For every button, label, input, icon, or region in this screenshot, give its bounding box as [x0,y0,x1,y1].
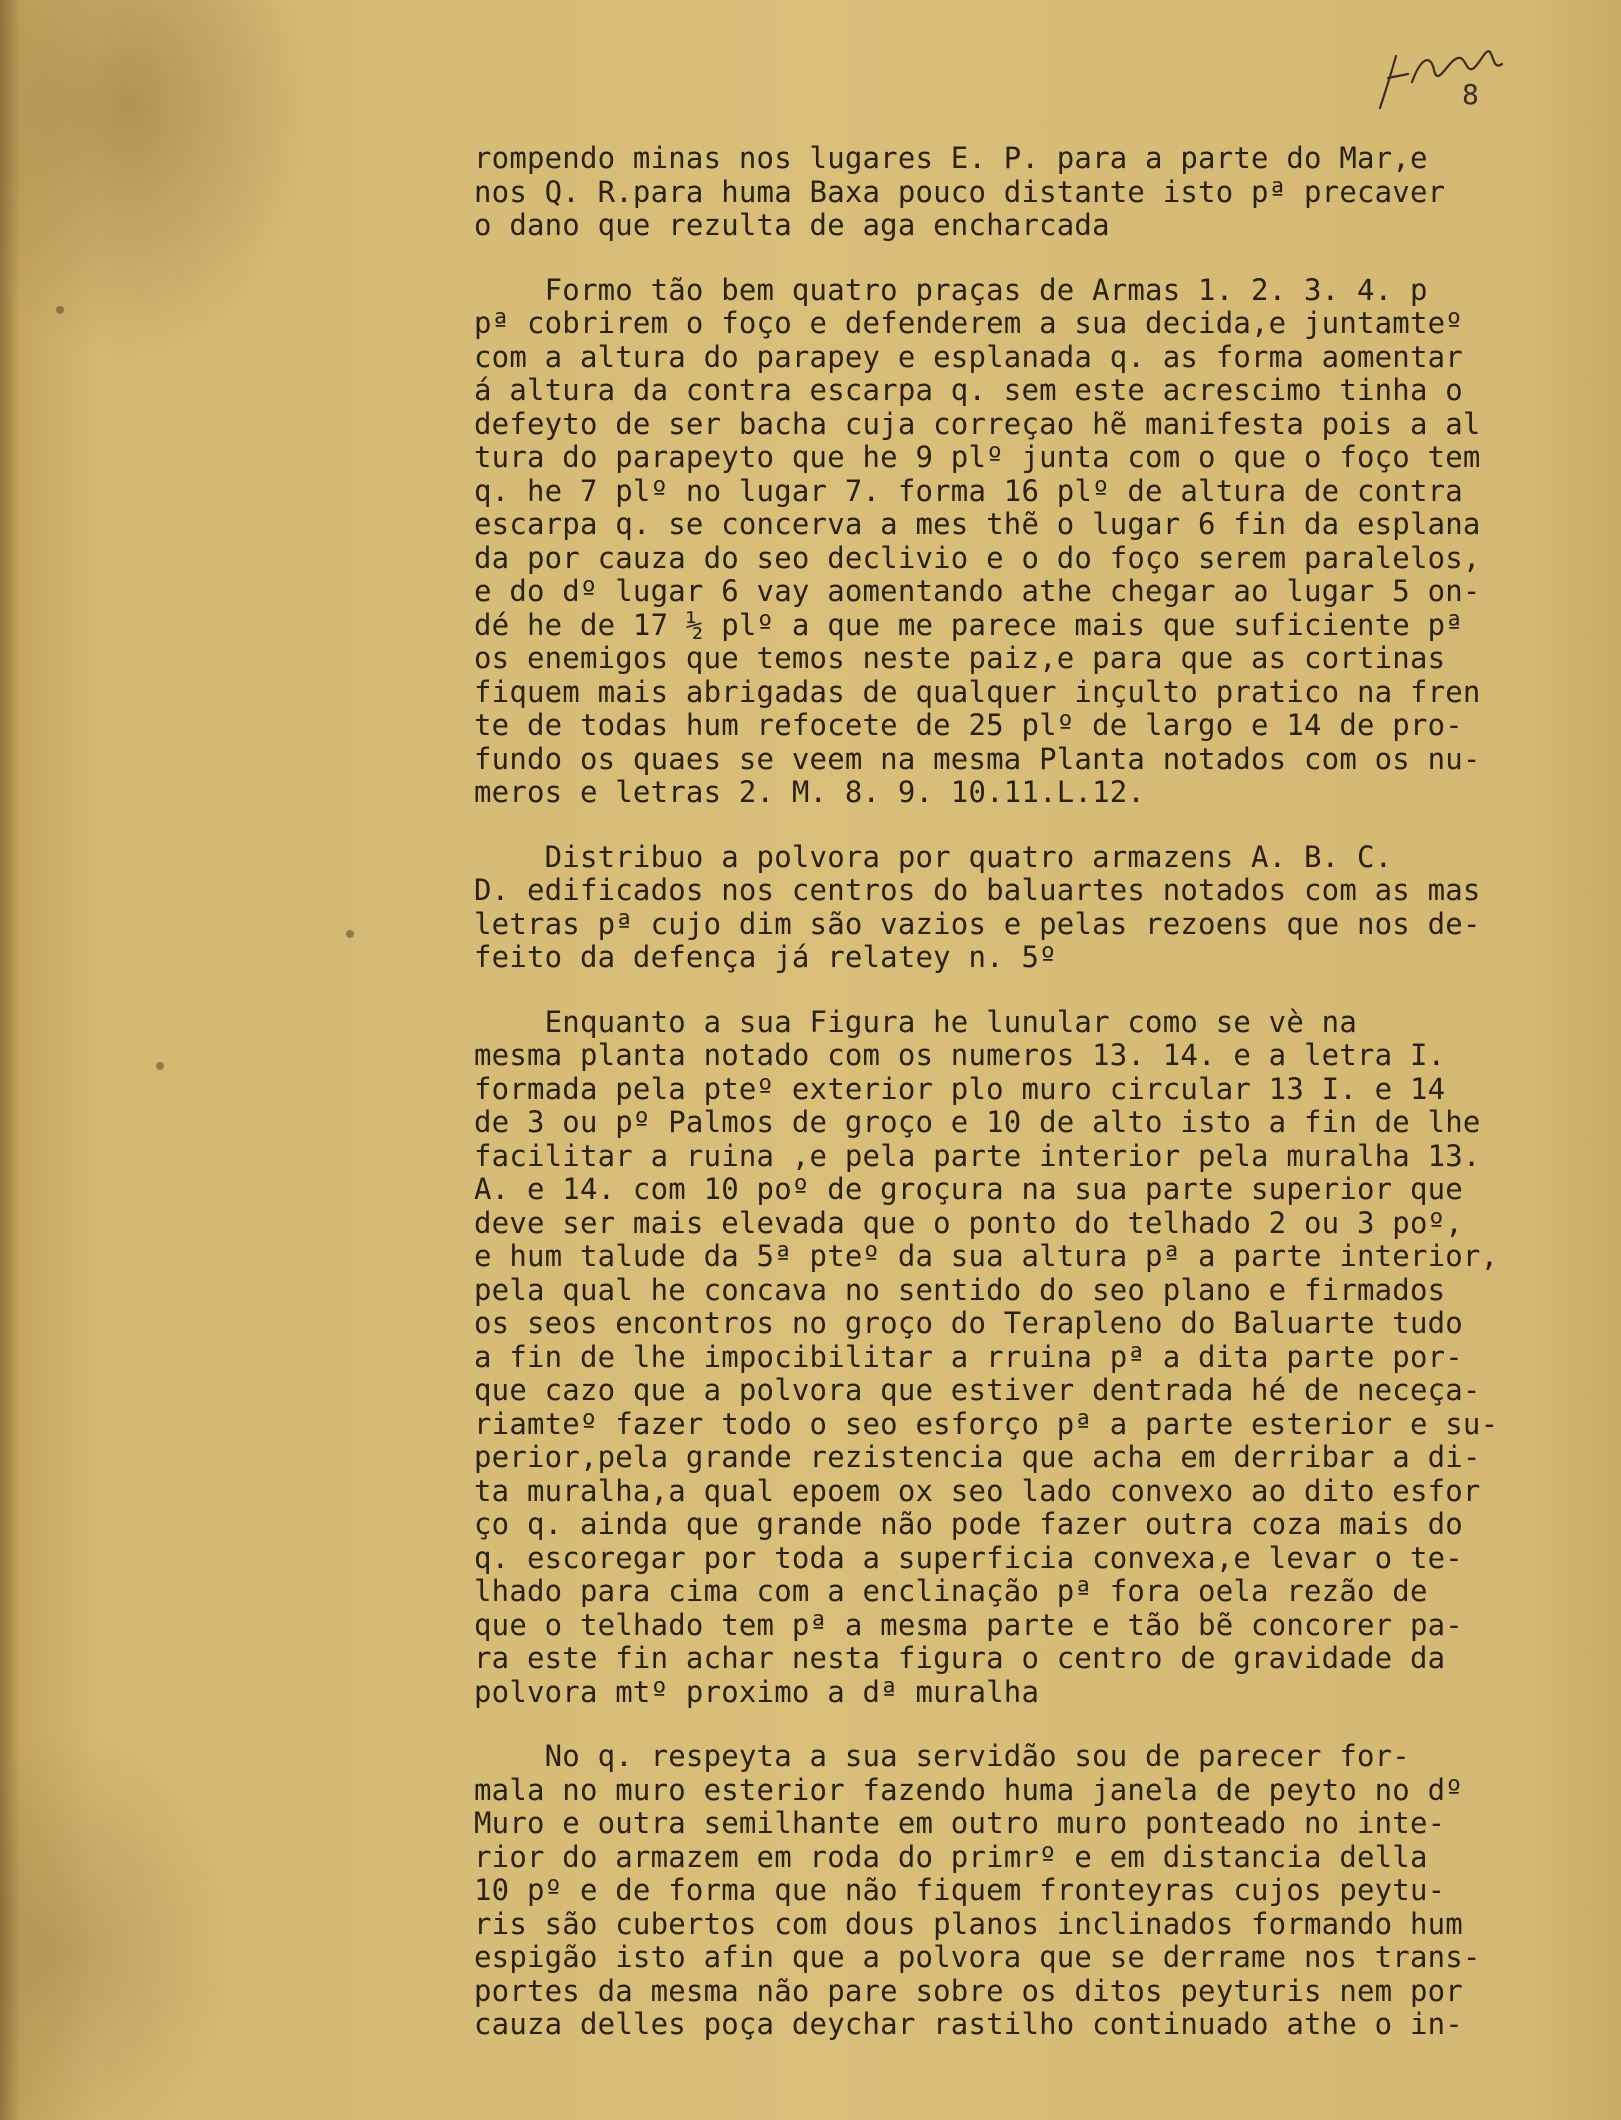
paragraph [474,841,1604,975]
text-line: A. e 14. com 10 poº de groçura na sua parte superior que [474,1172,1463,1206]
text-line: ra este fin achar nesta figura o centro de gravidade da [474,1641,1446,1675]
text-line: com a altura do parapey e esplanada q. as forma aomentar [474,339,1463,374]
text-line: e do dº lugar 6 vay aomentando athe chegar ao lugar 5 on- [474,574,1481,608]
text-line: q. escoregar por toda a superficia convexa,e levar o te- [474,1540,1463,1575]
text-line: ço q. ainda que grande não pode fazer outra coza mais do [474,1507,1463,1541]
text-line: o dano que rezulta de aga encharcada [474,208,1110,242]
text-line: escarpa q. se concerva a mes thẽ o lugar 6 fin da esplana [474,507,1481,541]
text-line: ris são cubertos com dous planos inclinados formando hum [474,1906,1463,1941]
paper-blemish [346,930,354,938]
text-line: e hum talude da 5ª pteº da sua altura pª a parte interior, [474,1239,1499,1273]
text-line: a fin de lhe impocibilitar a rruina pª a dita parte por- [474,1339,1463,1374]
text-line: meros e letras 2. M. 8. 9. 10.11.L.12. [474,775,1146,809]
text-line: á altura da contra escarpa q. sem este acrescimo tinha o [474,373,1463,407]
text-line: letras pª cujo dim são vazios e pelas rezoens que nos de- [474,906,1481,941]
paragraph-gap [474,975,1604,1006]
text-line: dé he de 17 ½ plº a que me parece mais que suficiente pª [474,607,1463,642]
text-line: perior,pela grande rezistencia que acha em derribar a di- [474,1440,1481,1474]
text-line: formada pela pteº exterior plo muro circular 13 I. e 14 [474,1071,1446,1106]
text-line: fiquem mais abrigadas de qualquer inçulto pratico na fren [474,674,1481,709]
text-line: No q. respeyta a sua servidão sou de parecer for- [474,1739,1410,1773]
document-body [474,142,1604,2042]
text-line: os enemigos que temos neste paiz,e para que as cortinas [474,641,1446,675]
text-line: tura do parapeyto que he 9 plº junta com o que o foço tem [474,440,1481,474]
text-line: Distribuo a polvora por quatro armazens A. B. C. [474,839,1393,874]
paragraph [474,274,1604,810]
text-line: rior do armazem em roda do primrº e em distancia della [474,1839,1428,1874]
text-line: pª cobrirem o foço e defenderem a sua decida,e juntamteº [474,306,1463,340]
text-line: mala no muro esterior fazendo huma janela de peyto no dº [474,1772,1463,1807]
text-line: fundo os quaes se veem na mesma Planta notados com os nu- [474,741,1481,776]
handwritten-signature [1362,30,1522,120]
text-line: te de todas hum refocete de 25 plº de largo e 14 de pro- [474,708,1463,742]
paragraph-gap [474,810,1604,841]
text-line: facilitar a ruina ,e pela parte interior pela muralha 13. [474,1138,1481,1173]
paragraph [474,1740,1604,2042]
paragraph-gap [474,1709,1604,1740]
text-line: D. edificados nos centros do baluartes notados com as mas [474,873,1481,907]
paper-blemish [156,1062,164,1070]
text-line: os seos encontros no groço do Terapleno do Baluarte tudo [474,1306,1463,1340]
paper-edge-shadow [0,0,20,2120]
text-line: mesma planta notado com os numeros 13. 14. e a letra I. [474,1038,1446,1072]
text-line: de 3 ou pº Palmos de groço e 10 de alto isto a fin de lhe [474,1105,1481,1139]
page-number: 8 [1462,78,1479,111]
text-line: portes da mesma não pare sobre os ditos peyturis nem por [474,1973,1463,2008]
text-line: 10 pº e de forma que não fiquem fronteyras cujos peytu- [474,1873,1446,1907]
paragraph [474,142,1604,243]
paragraph [474,1006,1604,1710]
text-line: Muro e outra semilhante em outro muro ponteado no inte- [474,1806,1446,1840]
text-line: feito da defença já relatey n. 5º [474,940,1057,974]
text-line: Enquanto a sua Figura he lunular como se vè na [474,1004,1357,1039]
paragraph-gap [474,243,1604,274]
text-line: Formo tão bem quatro praças de Armas 1. 2. 3. 4. p [474,272,1428,307]
text-line: que cazo que a polvora que estiver dentrada hé de neceça- [474,1373,1481,1407]
text-line: riamteº fazer todo o seo esforço pª a parte esterior e su- [474,1406,1499,1441]
text-line: lhado para cima com a enclinação pª fora oela rezão de [474,1574,1428,1608]
text-line: deve ser mais elevada que o ponto do telhado 2 ou 3 poº, [474,1205,1463,1240]
text-line: cauza delles poça deychar rastilho continuado athe o in- [474,2007,1463,2041]
paper-blemish [56,306,64,314]
text-line: da por cauza do seo declivio e o do foço serem paralelos, [474,540,1481,575]
text-line: nos Q. R.para huma Baxa pouco distante isto pª precaver [474,174,1446,209]
text-line: defeyto de ser bacha cuja correçao hẽ manifesta pois a al [474,406,1481,441]
text-line: que o telhado tem pª a mesma parte e tão bẽ concorer pa- [474,1607,1463,1642]
text-line: ta muralha,a qual epoem ox seo lado convexo ao dito esfor [474,1473,1481,1508]
text-line: q. he 7 plº no lugar 7. forma 16 plº de altura de contra [474,473,1463,508]
text-line: rompendo minas nos lugares E. P. para a parte do Mar,e [474,141,1428,175]
text-line: pela qual he concava no sentido do seo plano e firmados [474,1272,1446,1307]
text-line: polvora mtº proximo a dª muralha [474,1674,1040,1709]
text-line: espigão isto afin que a polvora que se derrame nos trans- [474,1940,1481,1974]
